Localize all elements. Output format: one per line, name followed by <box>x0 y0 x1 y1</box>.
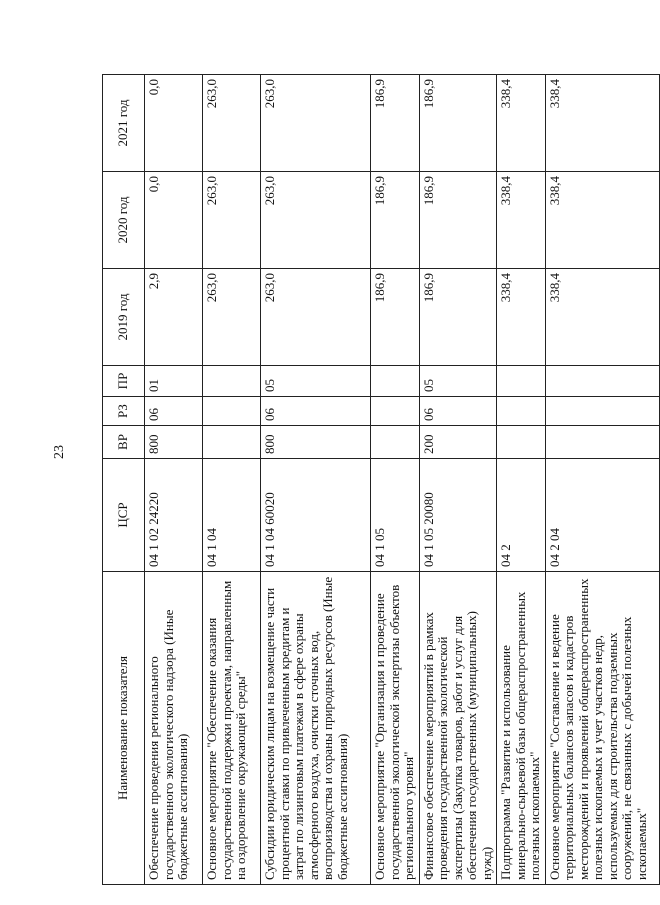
cell-name: Подпрограмма "Развитие и использование минерально-сырьевой базы общераспространенных полезных ископаемых" <box>497 572 546 885</box>
page-number: 23 <box>52 445 67 459</box>
cell-2021: 186,9 <box>371 75 420 172</box>
cell-csr: 04 1 04 <box>203 459 261 572</box>
cell-pr <box>371 366 420 397</box>
cell-rz <box>497 397 546 426</box>
table-row <box>419 75 497 885</box>
table-row <box>145 75 203 885</box>
cell-csr: 04 1 02 24220 <box>145 459 203 572</box>
cell-csr: 04 1 04 60020 <box>261 459 371 572</box>
cell-name: Финансовое обеспечение мероприятий в рамках проведения государственной экологической экспертизы (Закупка товаров, работ и услуг для обеспечения государственных (муниципальных) нужд) <box>419 572 497 885</box>
header-rz: РЗ <box>103 397 145 426</box>
cell-2020: 338,4 <box>497 172 546 269</box>
cell-2020: 263,0 <box>203 172 261 269</box>
header-pr: ПР <box>103 366 145 397</box>
cell-csr: 04 2 04 <box>545 459 659 572</box>
cell-vr: 800 <box>261 426 371 459</box>
header-vr: ВР <box>103 426 145 459</box>
cell-2019: 338,4 <box>545 269 659 366</box>
header-name: Наименование показателя <box>103 572 145 885</box>
cell-2020: 338,4 <box>545 172 659 269</box>
cell-rz <box>371 397 420 426</box>
cell-name: Обеспечение проведения регионального государственного экологического надзора (Иные бюджетные ассигнования) <box>145 572 203 885</box>
cell-2021: 338,4 <box>497 75 546 172</box>
cell-2019: 186,9 <box>371 269 420 366</box>
cell-rz <box>545 397 659 426</box>
cell-name: Основное мероприятие "Составление и ведение территориальных балансов запасов и кадастров месторождений и проявлений общераспространенных полезных ископаемых и учет участков недр, используемых для строительства подземных сооружений, не связанных с добычей полезных ископаемых" <box>545 572 659 885</box>
cell-name: Субсидии юридическим лицам на возмещение части процентной ставки по привлеченным кредитам и затрат по лизинговым платежам в сфере охраны атмосферного воздуха, очистки сточных вод, воспроизводства и охраны природных ресурсов (Иные бюджетные ассигнования) <box>261 572 371 885</box>
cell-vr: 200 <box>419 426 497 459</box>
cell-2019: 186,9 <box>419 269 497 366</box>
cell-2020: 0,0 <box>145 172 203 269</box>
cell-vr <box>497 426 546 459</box>
cell-2019: 263,0 <box>261 269 371 366</box>
table-row <box>497 75 546 885</box>
cell-2019: 2,9 <box>145 269 203 366</box>
cell-csr: 04 2 <box>497 459 546 572</box>
cell-2020: 186,9 <box>419 172 497 269</box>
cell-vr <box>545 426 659 459</box>
header-2020: 2020 год <box>103 172 145 269</box>
cell-rz: 06 <box>145 397 203 426</box>
header-csr: ЦСР <box>103 459 145 572</box>
cell-2020: 186,9 <box>371 172 420 269</box>
header-2021: 2021 год <box>103 75 145 172</box>
table-row <box>261 75 371 885</box>
cell-2019: 338,4 <box>497 269 546 366</box>
cell-2020: 263,0 <box>261 172 371 269</box>
budget-table <box>102 74 660 885</box>
cell-name: Основное мероприятие "Организация и проведение государственной экологической экспертизы объектов регионального уровня" <box>371 572 420 885</box>
table-header-row <box>103 75 145 885</box>
table-row <box>371 75 420 885</box>
cell-pr: 05 <box>419 366 497 397</box>
rotated-table-wrapper <box>102 75 649 885</box>
cell-pr <box>545 366 659 397</box>
cell-name: Основное мероприятие "Обеспечение оказания государственной поддержки проектам, направленным на оздоровление окружающей среды" <box>203 572 261 885</box>
cell-rz: 06 <box>419 397 497 426</box>
cell-2019: 263,0 <box>203 269 261 366</box>
cell-rz: 06 <box>261 397 371 426</box>
table-row <box>545 75 659 885</box>
cell-2021: 263,0 <box>203 75 261 172</box>
cell-2021: 0,0 <box>145 75 203 172</box>
cell-pr: 05 <box>261 366 371 397</box>
cell-csr: 04 1 05 20080 <box>419 459 497 572</box>
header-2019: 2019 год <box>103 269 145 366</box>
cell-csr: 04 1 05 <box>371 459 420 572</box>
cell-2021: 186,9 <box>419 75 497 172</box>
cell-pr <box>203 366 261 397</box>
cell-2021: 338,4 <box>545 75 659 172</box>
cell-pr <box>497 366 546 397</box>
cell-vr <box>203 426 261 459</box>
cell-vr <box>371 426 420 459</box>
cell-vr: 800 <box>145 426 203 459</box>
cell-pr: 01 <box>145 366 203 397</box>
table-row <box>203 75 261 885</box>
cell-rz <box>203 397 261 426</box>
cell-2021: 263,0 <box>261 75 371 172</box>
